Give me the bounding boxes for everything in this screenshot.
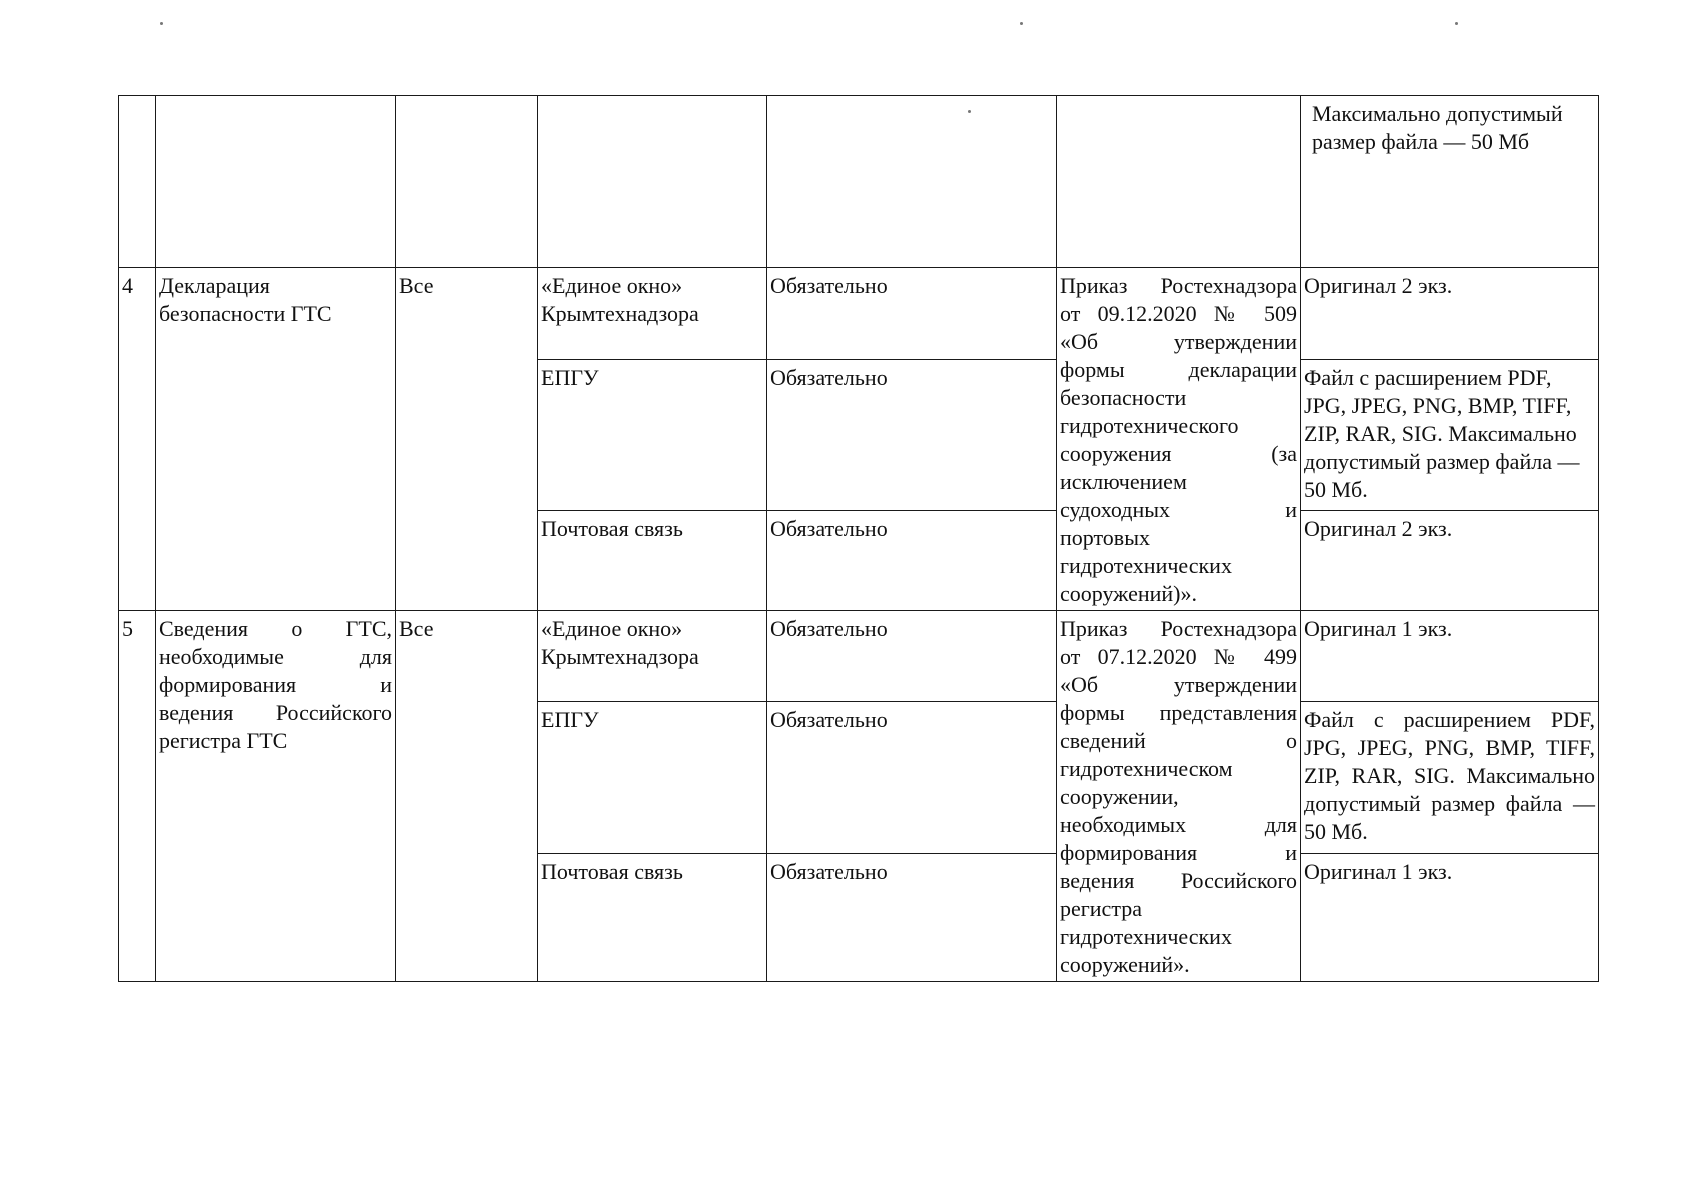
legal-act-line: Приказ Ростехнадзора [1060, 616, 1297, 641]
table-row-4a [119, 268, 1599, 360]
channel-cell: «Единое окно» Крымтехнадзора [538, 611, 767, 702]
format-cell: Файл с расширением PDF, JPG, JPEG, PNG, BMP, TIFF, ZIP, RAR, SIG. Максимально допустимый размер файла — 50 Мб. [1301, 702, 1599, 853]
legal-act-line: Приказ Ростехнадзора [1060, 273, 1297, 298]
cell-empty [1057, 96, 1301, 268]
requirement-cell: Обязательно [767, 853, 1057, 981]
cell-format-note [1301, 96, 1599, 268]
legal-act-line: «Об утверждении [1060, 329, 1297, 354]
legal-act-line: «Об утверждении [1060, 672, 1297, 697]
table-row-continuation [119, 96, 1599, 268]
legal-act-line: необходимых для [1060, 812, 1297, 837]
requirement-cell: Обязательно [767, 611, 1057, 702]
legal-act-line: сооружений)». [1060, 581, 1198, 606]
document-name-cell [156, 611, 396, 982]
document-name-cell [156, 268, 396, 611]
legal-act-line: формирования и [1060, 840, 1297, 865]
format-cell: Оригинал 2 экз. [1301, 511, 1599, 611]
legal-act-cell [1057, 268, 1301, 611]
channel-cell: ЕПГУ [538, 359, 767, 510]
scan-speck [160, 22, 163, 25]
legal-act-line: от 07.12.2020 № 499 [1060, 644, 1297, 669]
channel-cell: ЕПГУ [538, 702, 767, 853]
legal-act-line: гидротехнических [1060, 553, 1232, 578]
cell-empty [119, 96, 156, 268]
scan-speck [1020, 22, 1023, 25]
row-number: 4 [119, 268, 156, 611]
legal-act-line: от 09.12.2020 № 509 [1060, 301, 1297, 326]
format-cell: Оригинал 1 экз. [1301, 611, 1599, 702]
legal-act-cell [1057, 611, 1301, 982]
channel-cell: Почтовая связь [538, 853, 767, 981]
document-name: Декларация безопасности ГТС [159, 273, 332, 326]
format-note-text: Максимально допустимый размер файла — 50 Мб [1312, 101, 1563, 154]
legal-act-line: регистра [1060, 896, 1142, 921]
legal-act-line: гидротехнических [1060, 924, 1232, 949]
legal-act-line: сооружений». [1060, 952, 1190, 977]
legal-act-line: ведения Российского [1060, 868, 1297, 893]
legal-act-line: исключением [1060, 469, 1187, 494]
requirements-table [118, 95, 1599, 982]
scan-speck [1455, 22, 1458, 25]
cell-empty [767, 96, 1057, 268]
cell-empty [156, 96, 396, 268]
legal-act-line: судоходных и [1060, 497, 1297, 522]
applicants-cell: Все [396, 268, 538, 611]
cell-empty [538, 96, 767, 268]
channel-cell: Почтовая связь [538, 511, 767, 611]
legal-act-line: сооружении, [1060, 784, 1179, 809]
channel-cell: «Единое окно» Крымтехнадзора [538, 268, 767, 360]
legal-act-line: гидротехнического [1060, 413, 1239, 438]
document-name: Сведения о ГТС, необходимые для формирования и ведения Российского регистра ГТС [159, 616, 392, 753]
requirement-cell: Обязательно [767, 511, 1057, 611]
applicants-cell: Все [396, 611, 538, 982]
legal-act-line: гидротехническом [1060, 756, 1233, 781]
legal-act-line: сведений о [1060, 728, 1297, 753]
requirement-cell: Обязательно [767, 359, 1057, 510]
legal-act-line: сооружения (за [1060, 441, 1297, 466]
requirement-cell: Обязательно [767, 268, 1057, 360]
format-cell: Оригинал 2 экз. [1301, 268, 1599, 360]
cell-empty [396, 96, 538, 268]
legal-act-line: безопасности [1060, 385, 1187, 410]
format-cell: Оригинал 1 экз. [1301, 853, 1599, 981]
row-number: 5 [119, 611, 156, 982]
table-row-5a [119, 611, 1599, 702]
legal-act-line: формы представления [1060, 700, 1297, 725]
legal-act-line: портовых [1060, 525, 1150, 550]
format-cell: Файл с расширением PDF, JPG, JPEG, PNG, BMP, TIFF, ZIP, RAR, SIG. Максимально допустимый размер файла — 50 Мб. [1301, 359, 1599, 510]
requirement-cell: Обязательно [767, 702, 1057, 853]
legal-act-line: формы декларации [1060, 357, 1297, 382]
